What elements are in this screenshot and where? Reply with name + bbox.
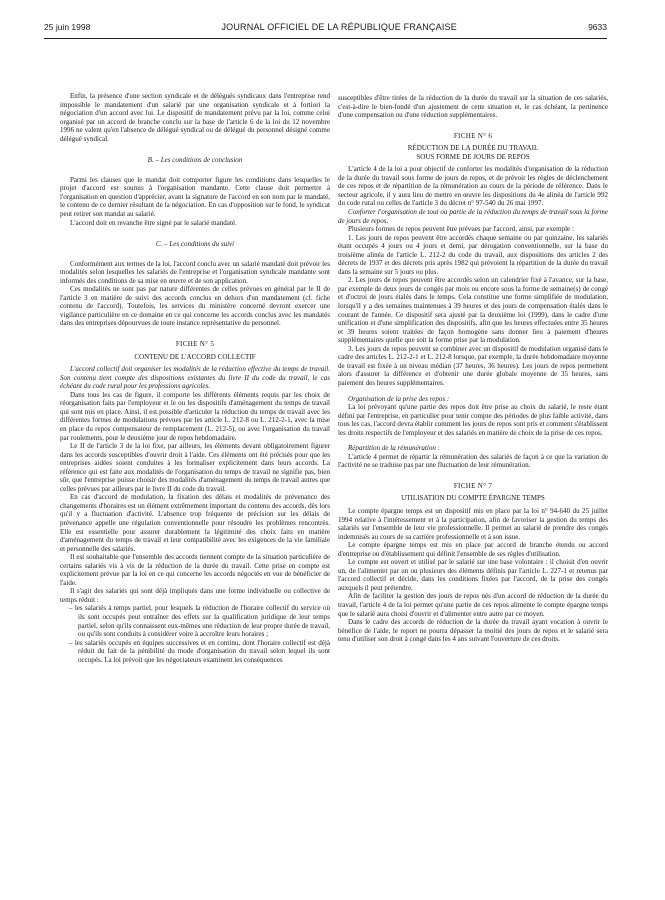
- paragraph: Afin de faciliter la gestion des jours de repos nés d'un accord de réduction de la durée du travail, l'article 4 de la loi permet qu'une partie de ces repos alimente le compte épargne temps que le salarié aura choisi d'ouvrir et d'alimenter entre autre par ce moyen.: [338, 592, 608, 618]
- page-number: 9633: [588, 22, 607, 32]
- fiche-6-title-line1: RÉDUCTION DE LA DURÉE DU TRAVAIL: [407, 144, 539, 153]
- paragraph: Ces modalités ne sont pas par nature différentes de celles prévues en général par le II de l'article 3 en matière de suivi des accords conclus en dehors d'un mandatement (cf. fiche contenu de l'accord). Toutefois, les services du ministère concerné devront exercer une vigilance particulière en ce domaine en ce qui concerne les accords conclus avec les mandatés dans des entreprises dépourvues de toute instance représentative du personnel.: [60, 285, 330, 328]
- paragraph: Plusieurs formes de repos peuvent être prévues par l'accord, ainsi, par exemple :: [348, 225, 574, 234]
- left-column: [60, 92, 330, 664]
- paragraph: Le compte est ouvert et utilisé par le salarié sur une base volontaire : il choisit d'en ouvrir un, de l'alimenter par un ou plusieurs des éléments définis par l'article L. 227-1 et retenus par l'accord collectif et décide, dans les conditions fixées par l'accord, de la prise des congés auxquels il peut prétendre.: [338, 558, 608, 592]
- section-heading-b: B. – Les conditions de conclusion: [147, 156, 243, 165]
- paragraph: 3. Les jours de repos peuvent se combiner avec un dispositif de modulation organisé dans le cadre des articles L. 212-2-1 et L. 212-8 lorsque, par exemple, la durée hebdomadaire moyenne de travail est fixée à un niveau médian (37 heures, 36 heures). Les jours de repos permettent alors d'assurer la différence et d'obtenir une durée globale moyenne de 35 heures, sans paiement des heures supplémentaires.: [338, 344, 608, 387]
- fiche-5-title: CONTENU DE L'ACCORD COLLECTIF: [134, 352, 256, 361]
- list-item: – les salariés occupés en équipes successives et en continu, dont l'horaire collectif est déjà réduit du fait de la pénibilité du mode d'organisation du travail selon lequel ils sont occupés. La loi prévoit que les négociateurs examinent les conséquences: [69, 638, 330, 664]
- paragraph: Dans le cadre des accords de réduction de la durée du travail ayant vocation à ouvrir le bénéfice de l'aide, le report ne pourra dépasser la moitié des jours de repos et le salarié sera tenu d'utiliser son droit à congé dans les 4 ans suivant l'ouverture de ces droits.: [338, 618, 608, 644]
- paragraph: Le II de l'article 3 de la loi fixe, par ailleurs, les éléments devant obligatoirement figurer dans les accords susceptibles d'ouvrir droit à l'aide. Ces éléments ont été précisés pour que les entreprises aidées soient conduites à les formaliser explicitement dans leurs accords. La référence qui est faite aux modalités de l'organisation du temps de travail ne signifie pas, bien sûr, que l'entreprise puisse choisir des modalités d'aménagement du temps de travail autres que celles prévues par ailleurs par le livre II du code du travail.: [60, 442, 330, 493]
- paragraph: Il est souhaitable que l'ensemble des accords tiennent compte de la situation particulière de certains salariés vis à vis de la réduction de la durée du travail. Cette prise en compte est explicitement prévue par la loi en ce qui concerne les accords négociés en vue de bénéficier de l'aide.: [60, 553, 330, 587]
- paragraph: Il s'agit des salariés qui sont déjà impliqués dans une forme individuelle ou collective de temps réduit :: [60, 587, 330, 604]
- paragraph: L'article 4 permet de répartir la rémunération des salariés de façon à ce que la variation de l'activité ne se traduise pas par une fluctuation de leur rémunération.: [338, 452, 608, 470]
- paragraph: Dans tous les cas de figure, il comporte les différents éléments requis par les choix de réorganisation faits par l'employeur et le ou les dispositifs d'aménagement du temps de travail qui sont mis en place. Ainsi, il est possible d'articuler la réduction du temps de travail avec les différentes formes de modulations prévues par les article L. 212-8 ou L. 212-2-1, avec la mise en place du repos compensateur de remplacement (L. 212-5), ou avec l'organisation du travail par roulements, pour le deuxième jour de repos hebdomadaire.: [60, 390, 330, 442]
- paragraph: L'article 4 de la loi a pour objectif de conforter les modalités d'organisation de la réduction de la durée du travail sous forme de jours de repos, et de prévoir les règles de déclenchement de ces repos et de répartition de la rémunération au cours de la période de référence. Dans le secteur agricole, il y aura lieu de mettre en œuvre les dispositions du 4e alinéa de l'article 992 du code rural ou celles de l'article 3 du décret n° 97-540 du 26 mai 1997.: [338, 165, 608, 208]
- subheading-remuneration: Répartition de la rémunération :: [348, 444, 440, 453]
- fiche-6-title-line2: SOUS FORME DE JOURS DE REPOS: [416, 152, 530, 161]
- paragraph: La loi prévoyant qu'une partie des repos doit être prise au choix du salarié, le reste étant défini par l'entreprise, en particulier pour tenir compte des périodes de plus faible activité, dans tous les cas, l'accord devra établir comment les jours de repos sont pris et comment s'établissent les droits respectifs de l'employeur et des salariés en matière de choix de la prise de ces repos.: [338, 403, 608, 437]
- journal-title: JOURNAL OFFICIEL DE LA RÉPUBLIQUE FRANÇAISE: [221, 22, 457, 32]
- paragraph: L'accord doit en revanche être signé par le salarié mandaté.: [70, 218, 237, 227]
- header-date: 25 juin 1998: [44, 22, 91, 32]
- fiche-6-heading: FICHE N° 6: [453, 131, 493, 140]
- paragraph: Le compte épargne temps est un dispositif mis en place par la loi n° 94-640 du 25 juillet 1994 relative à l'intéressement et à la participation, afin de favoriser la gestion du temps des salariés sur l'ensemble de leur vie professionnelle. Il permet au salarié de prendre des congés indemnisés au cours de sa carrière professionnelle et à son issue.: [338, 506, 608, 541]
- paragraph: 2. Les jours de repos peuvent être accordés selon un calendrier fixé à l'avance, sur la base, par exemple de deux jours de congés par mois ou encore sous la forme de semaine(s) de congé et d'octroi de jours étalés dans le temps. Cela constitue une forme simplifiée de modulation, lorsqu'il y a des semaines maintenues à 39 heures et des jours de compensation étalés dans le courant de l'année. Ce dispositif sera ajusté par la deuxième loi (1999), dans le cadre d'une unification et d'une simplification des dispositifs, afin que les heures effectuées entre 35 heures et 39 heures soient traitées de façon homogène sans donner lieu à paiement d'heures supplémentaires quelle que soit la forme prise par la modulation.: [338, 276, 608, 345]
- list-item: – les salariés à temps partiel, pour lesquels la réduction de l'horaire collectif du service où ils sont occupés peut entraîner des effets sur la qualification juridique de leur temps partiel, selon qu'ils connaissent eux-mêmes une réduction de leur propre durée de travail, ou qu'ils sont conduits à considérer voire à accroître leurs horaires ;: [69, 604, 330, 639]
- paragraph: En cas d'accord de modulation, la fixation des délais et modalités de prévenance des changements d'horaires est un élément extrêmement important du contenu des accords, dès lors qu'il y a fluctuation d'activité. L'absence trop fréquente de précision sur les délais de prévenance appelle une régulation conventionnelle pour résoudre les problèmes rencontrés. Elle est essentielle pour assurer durablement la légitimité des choix faits en matière d'aménagement du temps de travail et leur compatibilité avec les exigences de la vie familiale et personnelle des salariés.: [60, 493, 330, 553]
- section-heading-c: C. – Les conditions du suivi: [155, 240, 235, 249]
- page-header: [44, 22, 607, 36]
- fiche-7-title: UTILISATION DU COMPTE ÉPARGNE TEMPS: [401, 494, 545, 503]
- fiche-5-intro: L'accord collectif doit organiser les modalités de la réduction effective du temps de travail. Son contenu tient compte des dispositions existantes du livre II du code du travail, le cas échéant du code rural pour les professions agricoles.: [60, 365, 330, 391]
- fiche-5-heading: FICHE N° 5: [175, 340, 215, 349]
- paragraph: Parmi les clauses que le mandat doit comporter figure les conditions dans lesquelles le projet d'accord est soumis à l'organisation mandante. Cette clause doit permettre à l'organisation en question d'apprécier, avant la signature de l'accord en son nom par le mandaté, le contenu de ce dernier résultant de la négociation. En cas d'opposition sur le fond, le syndicat peut retirer son mandat au salarié.: [60, 175, 330, 219]
- paragraph: 1. Les jours de repos peuvent être accordés chaque semaine ou par quinzaine, les salariés étant occupés 4 jours ou 4 jours et demi, par dérogation conventionnelle, sur la base du troisième alinéa de l'article L. 212-2 du code du travail, aux dispositions des articles 2 des décrets de 1937 et des décrets pris après 1982 qui prévoient la répartition de la durée du travail dans la semaine sur 5 jours ou plus.: [338, 233, 608, 276]
- fiche-7-heading: FICHE N° 7: [453, 481, 493, 490]
- subheading-prise-des-repos: Organisation de la prise des repos :: [348, 394, 450, 403]
- paragraph: susceptibles d'être tirées de la réduction de la durée du travail sur la situation de ces salariés, c'est-à-dire le bien-fondé d'un ajustement de cette situation et, le cas échéant, la pertinence d'une compensation ou d'une réduction supplémentaires.: [338, 94, 608, 120]
- paragraph: Conformément aux termes de la loi, l'accord conclu avec un salarié mandaté doit prévoir les modalités selon lesquelles les salariés de l'entreprise et l'organisation syndicale mandante sont informés des conditions de sa mise en œuvre et de son application.: [60, 259, 330, 285]
- fiche-6-italic-heading: Conforter l'organisation de tout ou partie de la réduction du temps de travail sous la forme de jours de repos.: [338, 208, 608, 225]
- header-rule: [44, 38, 607, 39]
- paragraph: Enfin, la présence d'une section syndicale et de délégués syndicaux dans l'entreprise rend impossible le mandatement d'un salarié par une organisation syndicale et à fortiori la négociation d'un accord avec lui. Le dispositif de mandatement prévu par la loi, comme celui organisé par un accord de branche conclu sur la base de l'article 6 de la loi du 12 novembre 1996 ne valent qu'en l'absence de délégué syndical ou de délégué du personnel désigné comme délégué syndical.: [60, 92, 330, 143]
- paragraph: Le compte épargne temps est mis en place par accord de branche étendu ou accord d'entreprise ou d'établissement qui définit l'ensemble de ses règles d'utilisation.: [338, 541, 608, 558]
- right-column: [338, 94, 608, 644]
